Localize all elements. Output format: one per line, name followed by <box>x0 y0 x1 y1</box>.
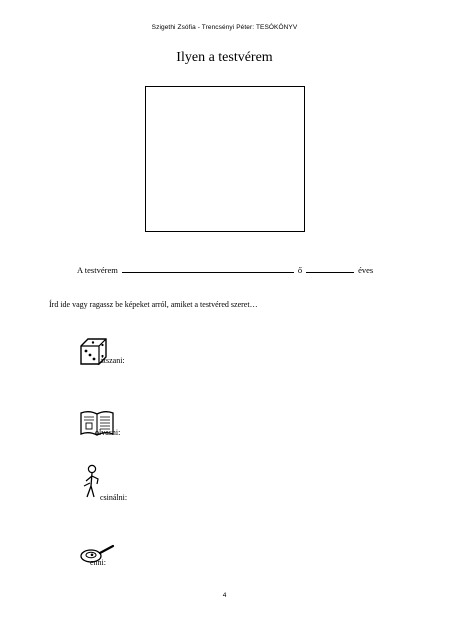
activity-label-do: csinálni: <box>100 493 128 502</box>
activity-do <box>82 464 202 504</box>
age-line-prefix: A testvérem <box>77 265 118 275</box>
page-number: 4 <box>222 592 227 599</box>
activity-label-play: játszani: <box>98 356 125 365</box>
instruction-text: Írd ide vagy ragassz be képeket arról, amiket a testvéred szeret… <box>49 300 258 309</box>
activity-label-read: olvasni: <box>95 428 121 437</box>
activity-play <box>78 336 198 376</box>
age-line <box>77 264 373 275</box>
page-header: Szigethi Zsófia - Trencsényi Péter: TESÓKÖNYV <box>151 24 298 31</box>
person-working-icon <box>82 464 102 500</box>
photo-drawing-box <box>145 86 305 232</box>
age-line-suffix: éves <box>358 265 374 275</box>
age-line-middle: ő <box>297 265 303 275</box>
activity-eat <box>79 542 199 572</box>
page-title: Ilyen a testvérem <box>176 50 273 65</box>
activity-label-eat: enni: <box>90 558 106 567</box>
sibling-name-blank <box>122 264 294 273</box>
activity-read <box>79 409 199 445</box>
sibling-age-blank <box>306 264 354 273</box>
